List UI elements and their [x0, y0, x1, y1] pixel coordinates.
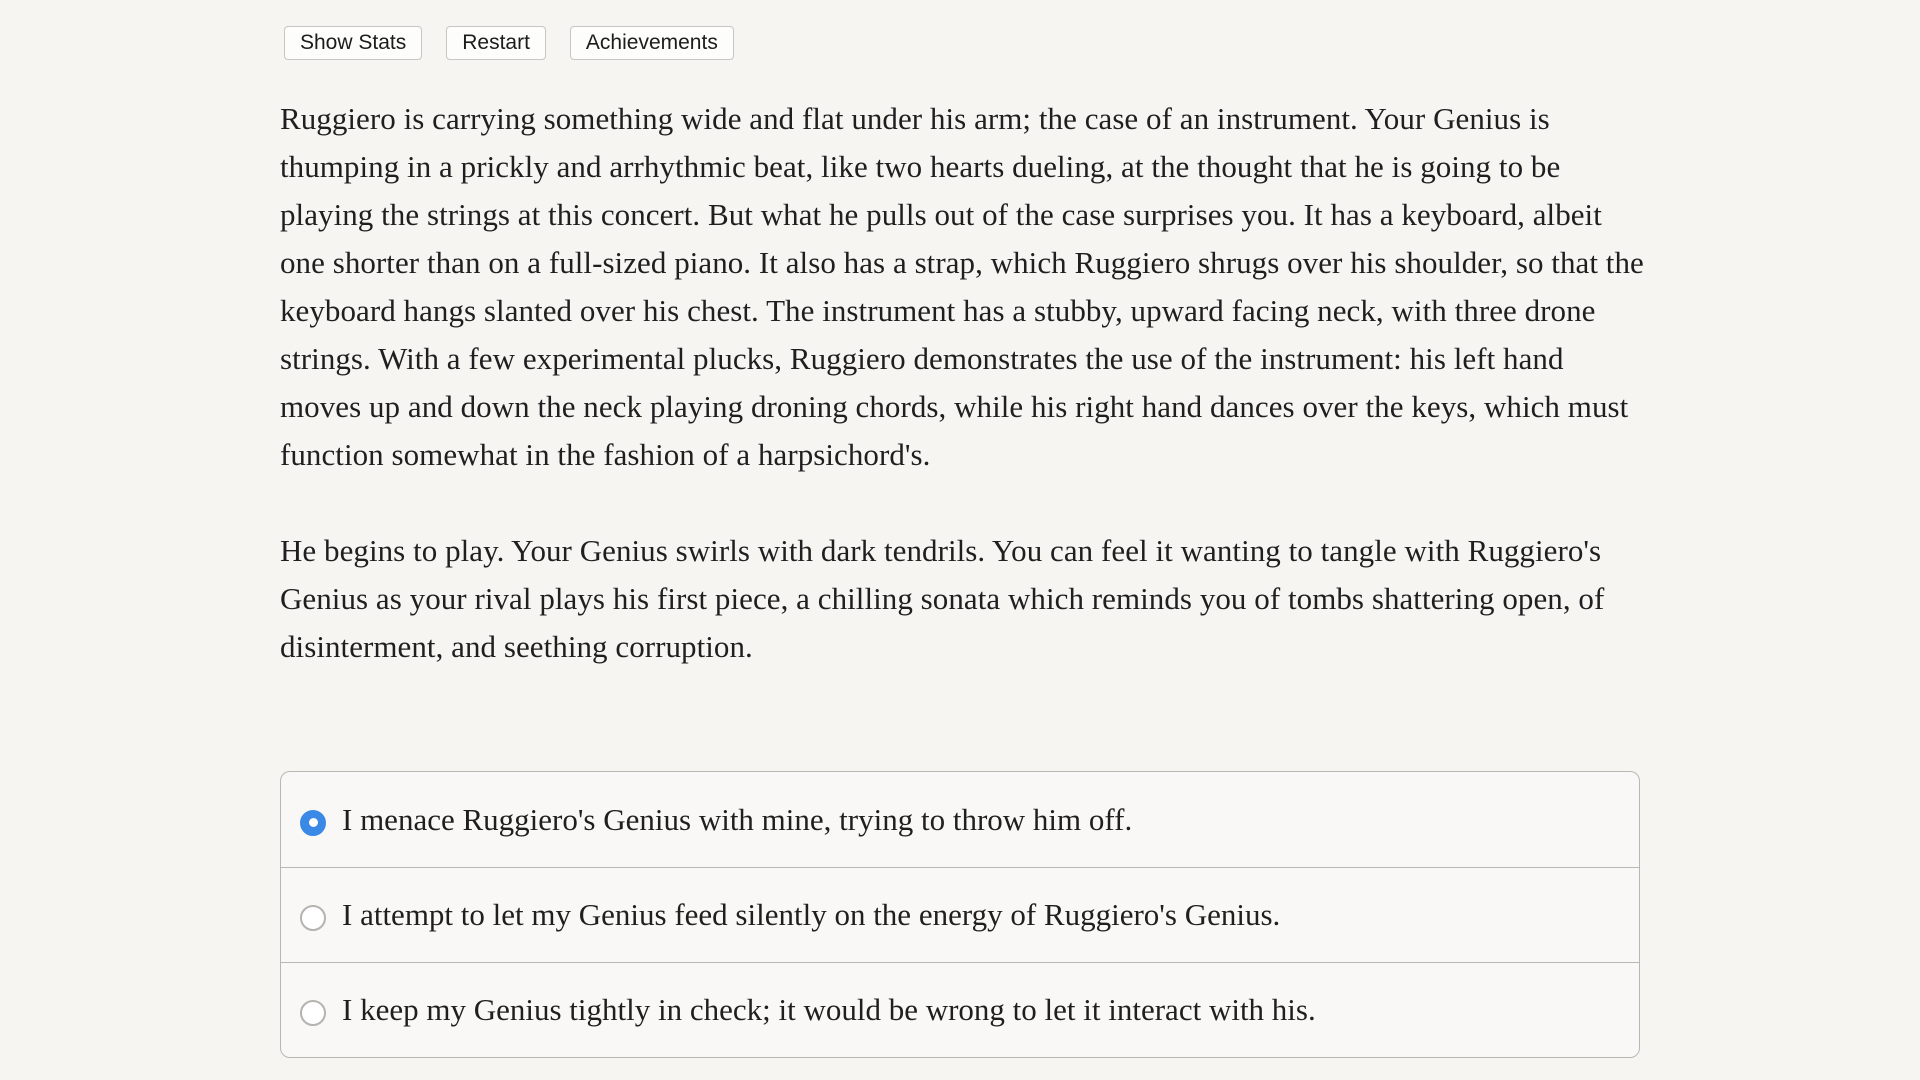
toolbar	[284, 26, 734, 60]
radio-button-icon[interactable]	[300, 905, 326, 931]
choice-label: I menace Ruggiero's Genius with mine, trying to throw him off.	[342, 801, 1133, 837]
choice-option-3[interactable]	[281, 962, 1639, 1057]
story-text	[280, 95, 1650, 719]
choice-list	[280, 771, 1640, 1058]
choice-option-2[interactable]	[281, 867, 1639, 962]
story-paragraph: He begins to play. Your Genius swirls with dark tendrils. You can feel it wanting to tangle with Ruggiero's Genius as your rival plays his first piece, a chilling sonata which reminds you of tombs shattering open, of disinterment, and seething corruption.	[280, 533, 1605, 664]
choice-label: I attempt to let my Genius feed silently on the energy of Ruggiero's Genius.	[342, 897, 1281, 932]
show-stats-button[interactable]: Show Stats	[284, 26, 422, 60]
choice-label: I keep my Genius tightly in check; it would be wrong to let it interact with his.	[342, 992, 1316, 1027]
radio-button-selected-icon[interactable]	[300, 810, 326, 836]
radio-button-icon[interactable]	[300, 1000, 326, 1026]
choice-option-1[interactable]	[281, 772, 1639, 867]
restart-button[interactable]: Restart	[446, 26, 546, 60]
achievements-button[interactable]: Achievements	[570, 26, 734, 60]
story-paragraph: Ruggiero is carrying something wide and flat under his arm; the case of an instrument. Your Genius is thumping in a prickly and arrhythmic beat, like two hearts dueling, at the thought that he is going to be playing the strings at this concert. But what he pulls out of the case surprises you. It has a keyboard, albeit one shorter than on a full-sized piano. It also has a strap, which Ruggiero shrugs over his shoulder, so that the keyboard hangs slanted over his chest. The instrument has a stubby, upward facing neck, with three drone strings. With a few experimental plucks, Ruggiero demonstrates the use of the instrument: his left hand moves up and down the neck playing droning chords, while his right hand dances over the keys, which must function somewhat in the fashion of a harpsichord's.	[280, 101, 1644, 472]
